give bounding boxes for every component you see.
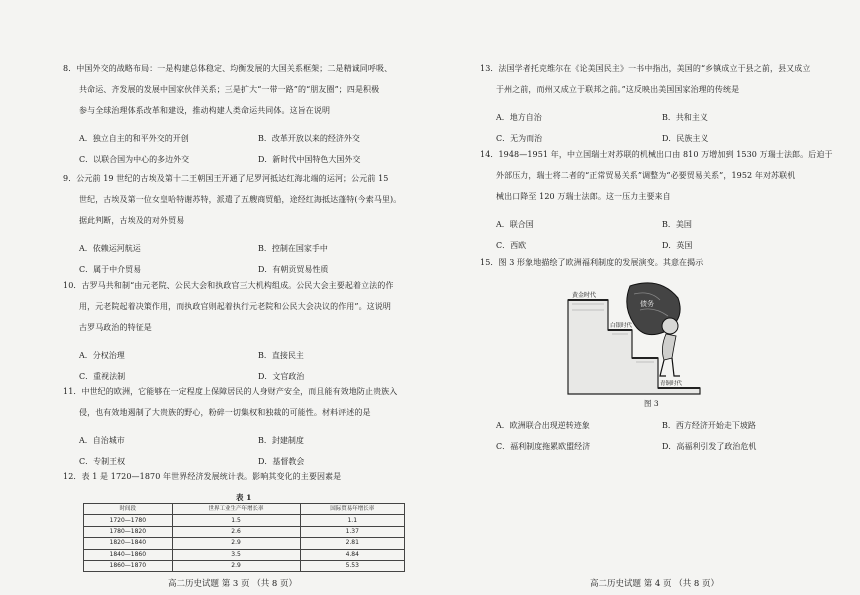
q14-option-b: B．美国 bbox=[662, 220, 692, 229]
table-row bbox=[84, 549, 405, 560]
q8-line-2: 共命运、齐发展的发展中国家伙伴关系；三是扩大“一带一路”的“朋友圈”；四是积极 bbox=[79, 85, 380, 94]
q10-option-c: C．重视法制 bbox=[79, 372, 126, 381]
q9-option-b: B．控制在国家手中 bbox=[258, 244, 328, 253]
q9-line-3: 据此判断，古埃及的对外贸易 bbox=[79, 216, 185, 225]
table-cell-industrial-growth: 3.5 bbox=[172, 549, 300, 560]
q9-option-d: D．有朝贡贸易性质 bbox=[258, 265, 329, 274]
q8-option-d: D．新时代中国特色大国外交 bbox=[258, 155, 361, 164]
table-row bbox=[84, 538, 405, 549]
q9-line-1: 9．公元前 19 世纪的古埃及第十二王朝国王开通了尼罗河抵达红海北端的运河；公元前 15 bbox=[63, 174, 389, 183]
table-row bbox=[84, 560, 405, 571]
table-cell-period: 1780—1820 bbox=[84, 526, 173, 537]
q10-line-1: 10．古罗马共和制“由元老院、公民大会和执政官三大机构组成。公民大会主要起着立法的作 bbox=[63, 281, 394, 290]
q13-option-d: D．民族主义 bbox=[662, 134, 709, 143]
table-cell-trade-growth: 5.53 bbox=[300, 560, 405, 571]
q11-option-b: B．封建制度 bbox=[258, 436, 304, 445]
table-cell-trade-growth: 2.81 bbox=[300, 538, 405, 549]
table-1 bbox=[83, 503, 405, 572]
table-cell-trade-growth: 1.37 bbox=[300, 526, 405, 537]
table-cell-trade-growth: 4.84 bbox=[300, 549, 405, 560]
q10-line-3: 古罗马政治的特征是 bbox=[79, 323, 152, 332]
q14-option-c: C．西欧 bbox=[496, 241, 527, 250]
q8-line-1: 8．中国外交的战略布局：一是构建总体稳定、均衡发展的大国关系框架；二是精诚同呼吸、 bbox=[63, 64, 393, 73]
q15-option-b: B．西方经济开始走下坡路 bbox=[662, 421, 756, 430]
table-header-period: 时间段 bbox=[84, 504, 173, 515]
label-silver-age: 白银时代 bbox=[610, 323, 633, 329]
q10-option-b: B．直接民主 bbox=[258, 351, 304, 360]
table-cell-period: 1840—1860 bbox=[84, 549, 173, 560]
table-1-caption: 表 1 bbox=[236, 493, 252, 502]
table-cell-industrial-growth: 2.6 bbox=[172, 526, 300, 537]
label-bronze-age: 青铜时代 bbox=[660, 381, 683, 387]
q13-option-a: A．地方自治 bbox=[496, 113, 542, 122]
q14-line-2: 外部压力，瑞士将二者的“正常贸易关系”调整为“必要贸易关系”，1952 年对苏联机 bbox=[496, 171, 796, 180]
q15-option-a: A．欧洲联合出现逆转迹象 bbox=[496, 421, 590, 430]
q9-option-a: A．依赖运河航运 bbox=[79, 244, 141, 253]
q13-line-1: 13．法国学者托克维尔在《论美国民主》一书中指出，美国的“乡镇成立于县之前，县又成立 bbox=[480, 64, 811, 73]
q10-option-d: D．文官政治 bbox=[258, 372, 305, 381]
table-header-trade-growth: 国际贸易年增长率 bbox=[300, 504, 405, 515]
q14-option-a: A．联合国 bbox=[496, 220, 534, 229]
q11-option-a: A．自治城市 bbox=[79, 436, 125, 445]
q11-line-1: 11．中世纪的欧洲，它能够在一定程度上保障居民的人身财产安全，而且能有效地防止贵族入 bbox=[63, 387, 398, 396]
q9-line-2: 世纪，古埃及第一位女皇哈特谢苏特，派遣了五艘商贸船，途经红海抵达蓬特(今索马里)。 bbox=[79, 195, 402, 204]
figure-3-cartoon bbox=[560, 280, 710, 398]
table-header-row bbox=[84, 504, 405, 515]
q15-line-1: 15．图 3 形象地描绘了欧洲福利制度的发展演变。其意在揭示 bbox=[480, 258, 704, 267]
table-cell-industrial-growth: 2.9 bbox=[172, 560, 300, 571]
q9-option-c: C．属于中介贸易 bbox=[79, 265, 142, 274]
q12-line-1: 12．表 1 是 1720—1870 年世界经济发展统计表。影响其变化的主要因素是 bbox=[63, 472, 342, 481]
table-row bbox=[84, 526, 405, 537]
figure-3-caption: 图 3 bbox=[644, 399, 659, 408]
table-cell-industrial-growth: 1.5 bbox=[172, 515, 300, 526]
q8-option-b: B．改革开放以来的经济外交 bbox=[258, 134, 360, 143]
page-3-footer: 高二历史试题 第 3 页 （共 8 页） bbox=[168, 579, 298, 589]
page-4-footer: 高二历史试题 第 4 页 （共 8 页） bbox=[590, 579, 720, 589]
q14-line-3: 械出口降至 120 万瑞士法郎。这一压力主要来自 bbox=[496, 192, 671, 201]
table-cell-period: 1820—1840 bbox=[84, 538, 173, 549]
table-cell-trade-growth: 1.1 bbox=[300, 515, 405, 526]
q14-option-d: D．英国 bbox=[662, 241, 693, 250]
q8-line-3: 参与全球治理体系改革和建设，推动构建人类命运共同体。这旨在说明 bbox=[79, 106, 331, 115]
q15-option-c: C．福利制度拖累欧盟经济 bbox=[496, 442, 591, 451]
table-header-industrial-growth: 世界工业生产年增长率 bbox=[172, 504, 300, 515]
table-row bbox=[84, 515, 405, 526]
q10-line-2: 用，元老院起着决策作用，而执政官则起着执行元老院和公民大会决议的作用”。这说明 bbox=[79, 302, 391, 311]
table-cell-industrial-growth: 2.9 bbox=[172, 538, 300, 549]
q15-option-d: D．高福利引发了政治危机 bbox=[662, 442, 757, 451]
table-cell-period: 1860—1870 bbox=[84, 560, 173, 571]
q13-line-2: 于州之前，而州又成立于联邦之前。”这反映出美国国家治理的传统是 bbox=[496, 85, 740, 94]
q13-option-c: C．无为而治 bbox=[496, 134, 543, 143]
debt-label: 债务 bbox=[640, 300, 654, 308]
q10-option-a: A．分权治理 bbox=[79, 351, 125, 360]
q8-option-a: A．独立自主的和平外交的开创 bbox=[79, 134, 189, 143]
table-cell-period: 1720—1780 bbox=[84, 515, 173, 526]
q14-line-1: 14．1948—1951 年，中立国瑞士对苏联的机械出口由 810 万增加到 1530 万瑞士法郎。后迫于 bbox=[480, 150, 833, 159]
label-golden-age: 黄金时代 bbox=[572, 292, 597, 299]
q11-line-2: 侵，也有效地遏制了大贵族的野心，粉碎一切集权和独裁的可能性。材料评述的是 bbox=[79, 408, 371, 417]
q11-option-d: D．基督教会 bbox=[258, 457, 305, 466]
q8-option-c: C．以联合国为中心的多边外交 bbox=[79, 155, 190, 164]
q13-option-b: B．共和主义 bbox=[662, 113, 708, 122]
q11-option-c: C．专制王权 bbox=[79, 457, 126, 466]
